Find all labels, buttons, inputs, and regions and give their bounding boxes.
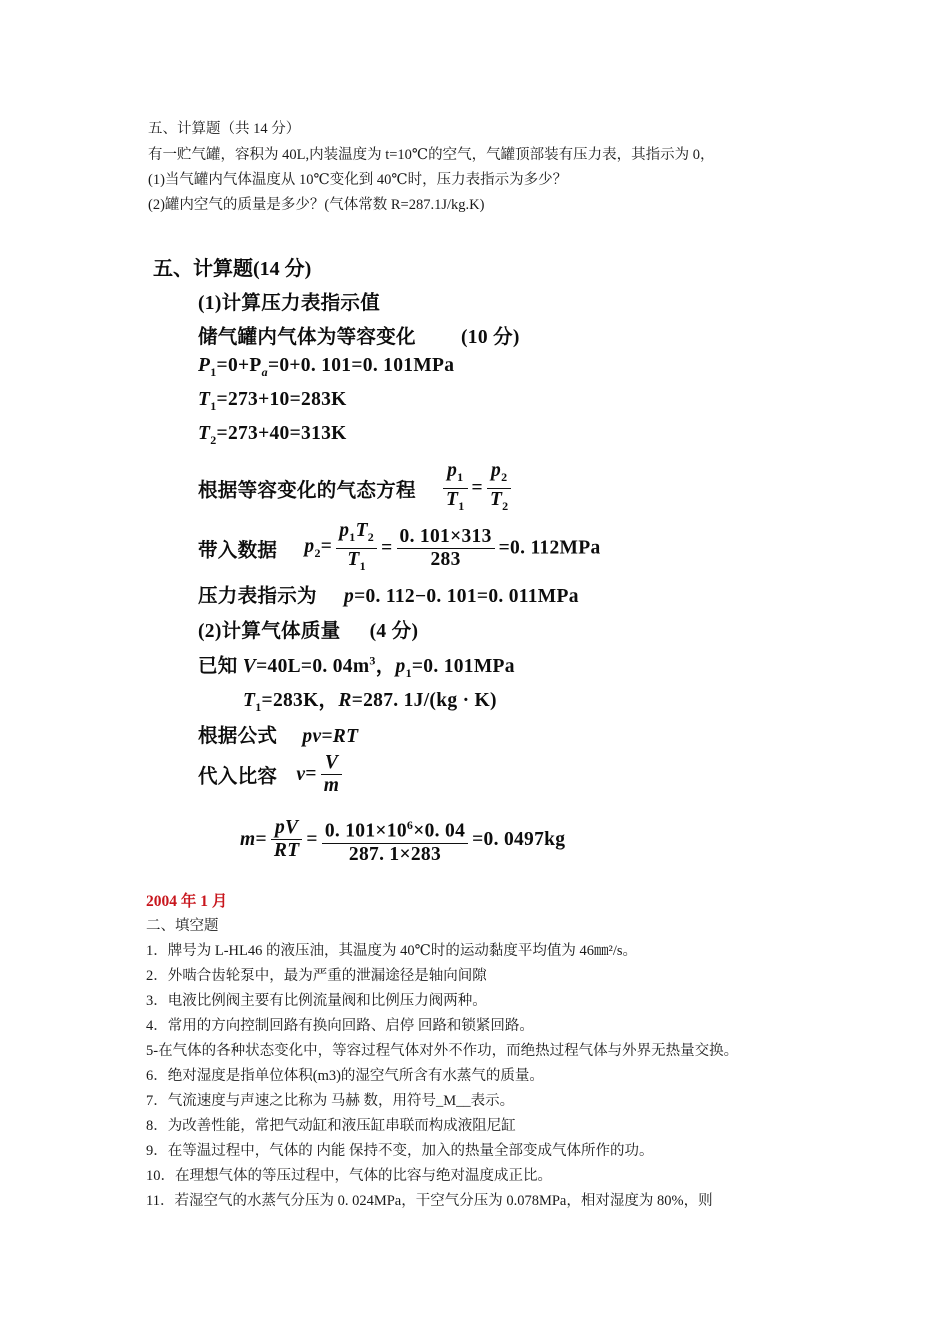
list-item: 1．牌号为 L-HL46 的液压油，其温度为 40℃时的运动黏度平均值为 46㎜²/s。 — [146, 943, 638, 959]
part1-title: (1)计算压力表指示值 — [198, 293, 381, 314]
fraction-v-m: $\frac{V}{m}$ — [321, 752, 342, 797]
question-line-1: 有一贮气罐，容积为 40L,内装温度为 t=10℃的空气，气罐顶部装有压力表，其指示为 0， — [148, 147, 715, 163]
part2-line — [198, 615, 418, 643]
fraction-p1-t1: $\frac{p_1}{T_1}$ — [443, 460, 468, 517]
state-equation-label: 根据等容变化的气态方程 — [198, 480, 416, 502]
state-equation-line: 根据等容变化的气态方程 $\frac{p_1}{T_1}$ = $\frac{p_2}{T_2}$ — [198, 460, 515, 517]
question-line-3: (2)罐内空气的质量是多少？(气体常数 R=287.1J/kg.K) — [148, 197, 485, 213]
question-title: 五、计算题（共 14 分） — [148, 121, 301, 137]
list-item: 7．气流速度与声速之比称为 马赫 数，用符号_M__表示。 — [146, 1093, 515, 1109]
gauge-line: 压力表指示为 p=0. 112−0. 101=0. 011MPa — [198, 586, 579, 607]
isochoric-label: 储气罐内气体为等容变化 — [198, 327, 416, 348]
known-line-2: $T_1=283K$，R=287. 1J/(kg · K) — [243, 690, 497, 714]
list-item: 5-在气体的各种状态变化中，等容过程气体对外不作功，而绝热过程气体与外界无热量交换。 — [146, 1043, 739, 1059]
t1-equation: $T_1=273+10=283K$ — [198, 389, 347, 413]
list-item: 9．在等温过程中，气体的 内能 保持不变，加入的热量全部变成气体所作的功。 — [146, 1143, 654, 1159]
t2-equation: $T_2=273+40=313K$ — [198, 423, 347, 447]
exam-date: 2004 年 1 月 — [146, 893, 228, 910]
solution-title: 五、计算题(14 分) — [153, 258, 312, 280]
fraction-numeric: $\frac{0. 101\times 313}{283}$ — [397, 526, 495, 571]
mass-equation: m= $\frac{pV}{RT}$ = $\frac{0. 101\times 10^6\times 0. 04}{287. 1\times 283}$ =0. 0497kg — [240, 814, 565, 866]
list-item: 3．电液比例阀主要有比例流量阀和比例压力阀两种。 — [146, 993, 487, 1009]
isochoric-score: (10 分) — [461, 327, 520, 348]
substitute-line: 带入数据 $p_2=$ $\frac{p_1T_2}{T_1}$ = $\frac{0. 101\times 313}{283}$ =0. 112MPa — [198, 520, 601, 577]
fraction-pv-rt: $\frac{pV}{RT}$ — [271, 817, 303, 862]
p1-equation: $P_1=0+P_a=0+0$. 101=0. 101MPa — [198, 355, 455, 379]
part2-title: (2)计算气体质量 — [198, 621, 341, 642]
known-line-1: 已知 V=40L=0. $04m^3$，$p_1=0$. 101MPa — [198, 653, 515, 680]
list-item: 10．在理想气体的等压过程中，气体的比容与绝对温度成正比。 — [146, 1168, 552, 1184]
list-item: 4．常用的方向控制回路有换向回路、启停 回路和锁紧回路。 — [146, 1018, 534, 1034]
list-item: 2．外啮合齿轮泵中，最为严重的泄漏途径是轴向间隙 — [146, 968, 487, 984]
formula-line: 根据公式 pv=RT — [198, 726, 359, 747]
isochoric-line — [198, 321, 520, 349]
specific-volume-line: 代入比容 v= $\frac{V}{m}$ — [198, 752, 346, 797]
fraction-mass-numeric: $\frac{0. 101\times 10^6\times 0. 04}{287. 1\times 283}$ — [322, 814, 468, 866]
question-line-2: (1)当气罐内气体温度从 10℃变化到 40℃时，压力表指示为多少？ — [148, 172, 568, 188]
fraction-p2-t2: $\frac{p_2}{T_2}$ — [487, 460, 512, 517]
list-item: 11．若湿空气的水蒸气分压为 0. 024MPa，干空气分压为 0.078MPa，相对湿度为 80%，则 — [146, 1193, 713, 1209]
gauge-label: 压力表指示为 — [198, 586, 317, 607]
part2-score: (4 分) — [369, 621, 419, 642]
fill-blank-title: 二、填空题 — [146, 918, 219, 934]
list-item: 6．绝对湿度是指单位体积(m3)的湿空气所含有水蒸气的质量。 — [146, 1068, 544, 1084]
substitute-label: 带入数据 — [198, 540, 278, 562]
list-item: 8．为改善性能，常把气动缸和液压缸串联而构成液阻尼缸 — [146, 1118, 516, 1134]
fraction-p1t2-t1: $\frac{p_1T_2}{T_1}$ — [336, 520, 377, 577]
